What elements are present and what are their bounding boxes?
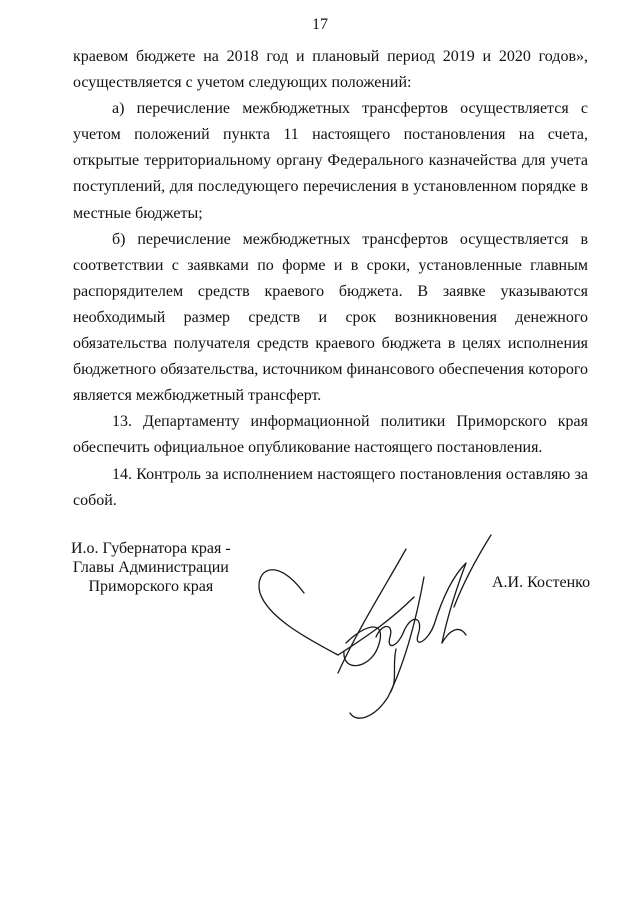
signatory-title-line: Главы Администрации: [72, 559, 229, 576]
paragraph-item-a: а) перечисление межбюджетных трансфертов осуществляется с учетом положений пункта 11 настоящего постановления на счета, открытые территориальному органу Федерального казначейства для учета поступлений, для последующего перечисления в установленном порядке в местные бюджеты;: [73, 100, 588, 222]
paragraph-continuation: краевом бюджете на 2018 год и плановый период 2019 и 2020 годов», осуществляется с учетом следующих положений:: [73, 48, 588, 92]
document-body: [73, 44, 588, 514]
signatory-title-line: Приморского края: [88, 578, 214, 595]
paragraph-item-b: б) перечисление межбюджетных трансфертов осуществляется в соответствии с заявками по форме и в сроки, установленные главным распорядителем средств краевого бюджета. В заявке указываются необходимый размер средств и срок возникновения денежного обязательства получателя средств краевого бюджета в целях исполнения бюджетного обязательства, источником финансового обеспечения которого является межбюджетный трансферт.: [73, 230, 588, 405]
paragraph-13: 13. Департаменту информационной политики Приморского края обеспечить официальное опубликование настоящего постановления.: [73, 413, 588, 457]
paragraph-14: 14. Контроль за исполнением настоящего постановления оставляю за собой.: [73, 465, 588, 509]
signatory-title-line: И.о. Губернатора края -: [71, 540, 231, 557]
handwritten-signature: [246, 525, 506, 725]
signatory-name: А.И. Костенко: [492, 574, 591, 591]
page-number: 17: [312, 16, 328, 33]
signatory-title: [71, 539, 231, 596]
